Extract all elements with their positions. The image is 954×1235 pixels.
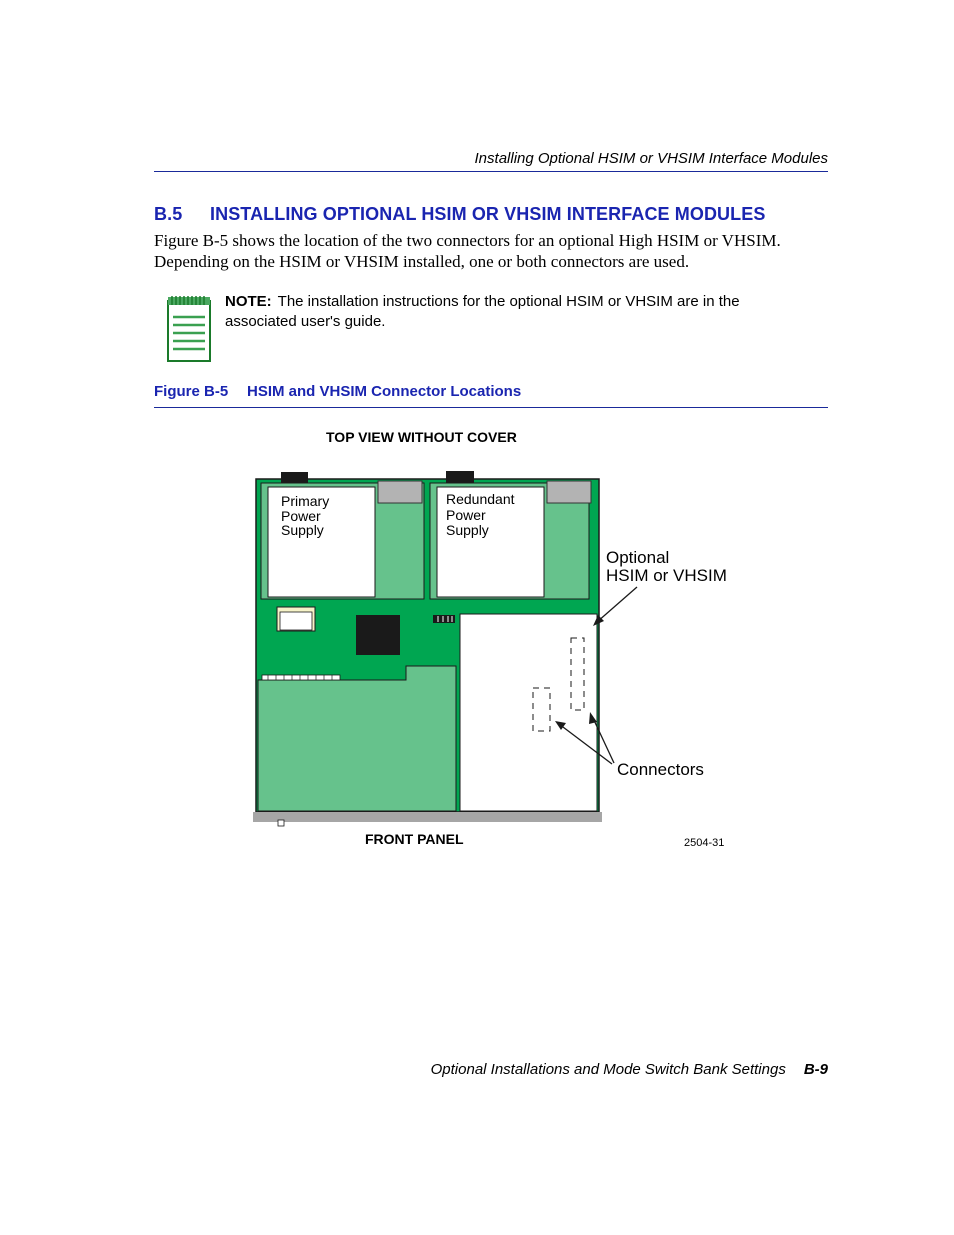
redundant-ps-label-2: Power [446,507,486,523]
figure-title: HSIM and VHSIM Connector Locations [247,383,522,400]
expansion-edge-connector [262,675,340,680]
body-paragraph: Figure B-5 shows the location of the two connectors for an optional High HSIM or VHSIM. Depending on the HSIM or VHSIM installed, one or both connectors are used. [154,231,781,271]
primary-ps-label-3: Supply [281,522,324,538]
figure-caption [154,383,521,400]
lower-expansion-area [258,666,456,811]
figure-id: 2504-31 [684,837,725,849]
section-title: INSTALLING OPTIONAL HSIM OR VHSIM INTERFACE MODULES [210,204,766,224]
redundant-ps-tab [547,481,591,503]
redundant-ps-label-1: Redundant [446,491,515,507]
section-heading [154,204,765,225]
connector-location-figure [154,420,828,860]
primary-ps-label-1: Primary [281,493,330,509]
front-panel-tab [278,820,284,826]
top-view-label: TOP VIEW WITHOUT COVER [326,429,517,445]
running-header: Installing Optional HSIM or VHSIM Interface Modules [474,150,828,167]
section-number: B.5 [154,204,183,224]
header-rule [154,171,828,172]
hsim-vhsim-module [460,614,597,811]
module-callout-line-2: HSIM or VHSIM [606,566,727,585]
note-label: NOTE: [225,293,272,310]
front-panel-bar [253,812,602,822]
primary-ps-tab [378,481,422,503]
connectors-callout: Connectors [617,760,704,779]
figure-number: Figure B-5 [154,383,229,400]
notepad-icon [166,295,212,363]
front-panel-label: FRONT PANEL [365,831,464,847]
processor-chip [356,615,400,655]
primary-ps-label-2: Power [281,508,321,524]
running-footer [154,1061,828,1078]
caption-rule [154,407,828,408]
note-body: The installation instructions for the optional HSIM or VHSIM are in the associated user's guide. [225,293,740,330]
page-number: B-9 [803,1061,828,1078]
redundant-ps-label-3: Supply [446,522,489,538]
module-callout-line-1: Optional [606,548,670,567]
small-socket-inner [280,612,312,630]
footer-title: Optional Installations and Mode Switch Bank Settings [430,1061,786,1078]
module-arrow [597,587,637,622]
note-text [225,292,805,332]
